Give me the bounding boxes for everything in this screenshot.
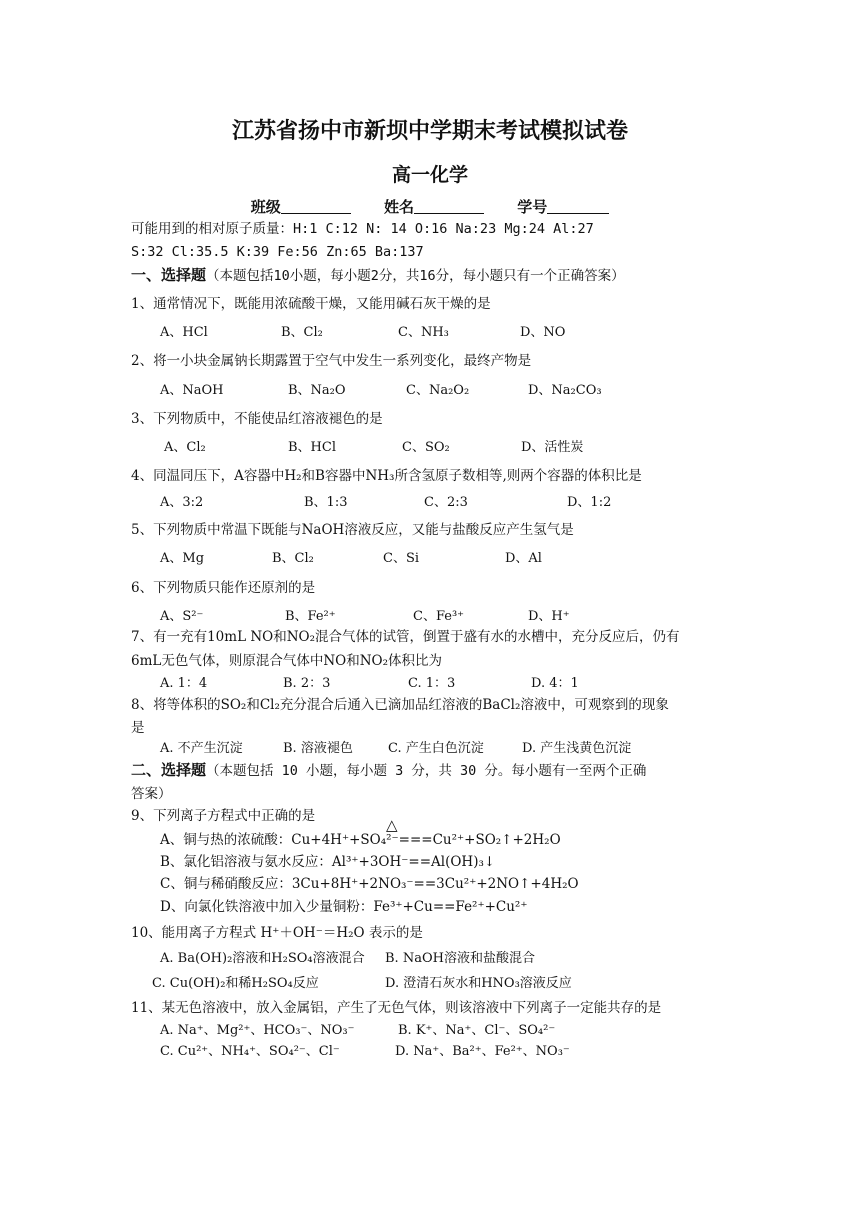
q10-option-b: B. NaOH溶液和盐酸混合 <box>385 951 535 966</box>
q8-option-c: C. 产生白色沉淀 <box>388 741 484 756</box>
section-2-heading <box>131 760 646 781</box>
q9-option-b: B、氯化铝溶液与氨水反应：Al³⁺+3OH⁻==Al(OH)₃↓ <box>160 854 496 870</box>
class-label: 班级 <box>250 198 281 216</box>
q2-option-c: C、Na₂O₂ <box>406 383 470 398</box>
q7-option-c: C. 1：3 <box>408 676 456 691</box>
q6-option-b: B、Fe²⁺ <box>285 609 336 624</box>
section-2-title: 二、选择题 <box>131 761 207 779</box>
atomic-mass-line-2: S:32 Cl:35.5 K:39 Fe:56 Zn:65 Ba:137 <box>131 244 424 260</box>
question-1-stem: 1、通常情况下，既能用浓硫酸干燥，又能用碱石灰干燥的是 <box>131 296 491 312</box>
q2-option-a: A、NaOH <box>160 383 224 398</box>
q4-option-c: C、2:3 <box>424 495 468 510</box>
q4-option-a: A、3:2 <box>160 495 204 510</box>
q5-option-d: D、Al <box>505 551 542 566</box>
q7-option-b: B. 2：3 <box>283 676 331 691</box>
question-2-stem: 2、将一小块金属钠长期露置于空气中发生一系列变化，最终产物是 <box>131 353 532 369</box>
section-2-note-continued <box>131 783 172 804</box>
question-4-stem: 4、同温同压下，A容器中H₂和B容器中NH₃所含氢原子数相等,则两个容器的体积比是 <box>131 468 642 484</box>
q1-option-d: D、NO <box>520 325 566 340</box>
q11-option-d: D. Na⁺、Ba²⁺、Fe²⁺、NO₃⁻ <box>395 1044 570 1059</box>
q4-option-d: D、1:2 <box>567 495 612 510</box>
q7-option-a: A. 1：4 <box>160 676 208 691</box>
question-3-stem: 3、下列物质中，不能使品红溶液褪色的是 <box>131 411 383 427</box>
q2-option-b: B、Na₂O <box>288 383 346 398</box>
atomic-mass-line-1: 可能用到的相对原子质量：H:1 C:12 N: 14 O:16 Na:23 Mg:24 Al:27 <box>131 221 594 237</box>
q6-option-c: C、Fe³⁺ <box>413 609 465 624</box>
q8-option-b: B. 溶液褪色 <box>283 741 353 756</box>
q6-option-a: A、S²⁻ <box>160 609 204 624</box>
q1-option-b: B、Cl₂ <box>281 325 323 340</box>
q10-option-c: C. Cu(OH)₂和稀H₂SO₄反应 <box>152 976 319 991</box>
section-2-note-line-2: 答案） <box>131 786 172 802</box>
student-id-field <box>517 198 609 216</box>
exam-title: 江苏省扬中市新坝中学期末考试模拟试卷 <box>231 119 628 144</box>
q5-option-c: C、Si <box>383 551 420 566</box>
q5-option-b: B、Cl₂ <box>272 551 314 566</box>
question-8-stem-line-2: 是 <box>131 720 145 736</box>
q8-option-a: A. 不产生沉淀 <box>160 741 243 756</box>
q6-option-d: D、H⁺ <box>528 609 570 624</box>
class-blank <box>281 199 351 214</box>
question-7-stem-line-2: 6mL无色气体，则原混合气体中NO和NO₂体积比为 <box>131 653 443 669</box>
q10-option-d: D. 澄清石灰水和HNO₃溶液反应 <box>385 976 572 991</box>
heat-symbol: △ <box>386 816 398 834</box>
q11-option-b: B. K⁺、Na⁺、Cl⁻、SO₄²⁻ <box>398 1023 556 1038</box>
q9-option-c: C、铜与稀硝酸反应：3Cu+8H⁺+2NO₃⁻==3Cu²⁺+2NO↑+4H₂O <box>160 876 579 892</box>
q10-option-a: A. Ba(OH)₂溶液和H₂SO₄溶液混合 <box>160 951 365 966</box>
q7-option-d: D. 4：1 <box>531 676 579 691</box>
q3-option-c: C、SO₂ <box>402 440 450 455</box>
student-info-row <box>0 196 860 217</box>
q11-option-a: A. Na⁺、Mg²⁺、HCO₃⁻、NO₃⁻ <box>160 1023 355 1038</box>
q1-option-a: A、HCl <box>160 325 208 340</box>
q8-option-d: D. 产生浅黄色沉淀 <box>522 741 632 756</box>
q2-option-d: D、Na₂CO₃ <box>528 383 602 398</box>
question-5-stem: 5、下列物质中常温下既能与NaOH溶液反应，又能与盐酸反应产生氢气是 <box>131 522 574 538</box>
q4-option-b: B、1:3 <box>304 495 348 510</box>
q3-option-d: D、活性炭 <box>521 440 584 455</box>
question-11-stem: 11、某无色溶液中，放入金属铝，产生了无色气体，则该溶液中下列离子一定能共存的是 <box>131 1000 662 1016</box>
q1-option-c: C、NH₃ <box>398 325 449 340</box>
q3-option-b: B、HCl <box>288 440 336 455</box>
name-blank <box>414 199 484 214</box>
section-1-heading <box>131 265 625 286</box>
section-2-note-line-1: （本题包括 10 小题，每小题 3 分，共 30 分。每小题有一至两个正确 <box>206 763 647 779</box>
class-field <box>251 198 351 216</box>
student-id-blank <box>547 199 609 214</box>
name-field <box>384 198 484 216</box>
student-id-label: 学号 <box>517 198 548 216</box>
question-10-stem: 10、能用离子方程式 H⁺＋OH⁻＝H₂O 表示的是 <box>131 925 423 941</box>
section-1-title: 一、选择题 <box>131 266 207 284</box>
q9-option-d: D、向氯化铁溶液中加入少量铜粉：Fe³⁺+Cu==Fe²⁺+Cu²⁺ <box>160 899 528 915</box>
question-9-stem: 9、下列离子方程式中正确的是 <box>131 808 316 824</box>
q9-option-a: A、铜与热的浓硫酸：Cu+4H⁺+SO₄²⁻===Cu²⁺+SO₂↑+2H₂O <box>160 832 561 848</box>
question-8-stem-line-1: 8、将等体积的SO₂和Cl₂充分混合后通入已滴加品红溶液的BaCl₂溶液中，可观察到的现象 <box>131 697 669 713</box>
question-6-stem: 6、下列物质只能作还原剂的是 <box>131 580 316 596</box>
exam-subject: 高一化学 <box>391 164 468 186</box>
question-7-stem-line-1: 7、有一充有10mL NO和NO₂混合气体的试管，倒置于盛有水的水槽中，充分反应后，仍有 <box>131 629 680 645</box>
q5-option-a: A、Mg <box>160 551 205 566</box>
name-label: 姓名 <box>383 198 414 216</box>
q3-option-a: A、Cl₂ <box>164 440 206 455</box>
q11-option-c: C. Cu²⁺、NH₄⁺、SO₄²⁻、Cl⁻ <box>160 1044 340 1059</box>
section-1-note: （本题包括10小题，每小题2分，共16分，每小题只有一个正确答案） <box>206 268 625 284</box>
